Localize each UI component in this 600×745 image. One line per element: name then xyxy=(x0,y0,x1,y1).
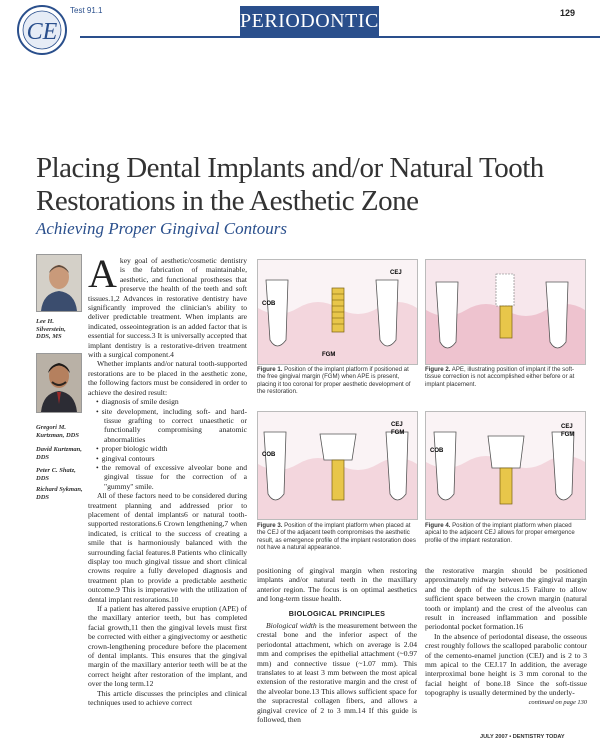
column-1 xyxy=(88,251,247,708)
ce-logo-letters: CE xyxy=(26,19,58,45)
paragraph: In the absence of periodontal disease, the osseous crest roughly follows the scalloped parabolic contour of the cemento-enamel junction (CEJ) and is 2 to 3 mm apical to the CEJ.17 In addition, the average interproximal bone height is 3 mm coronal to the facial height of bone.18 Since the soft-tissue topography is usually determined by the underly- xyxy=(425,631,587,698)
paragraph: If a patient has altered passive eruption (APE) of the maxillary anterior teeth, but has completed facial growth,11 then the gingival levels must first be corrected with either a gingivectomy or aesthetic crown-lengthening procedure before the placement of dental implants. This ensures that the gingival margin of the maxillary anterior teeth will be at the correct height after restoration of the implant, and over the long term.12 xyxy=(88,604,247,689)
list-item: • proper biologic width xyxy=(104,444,247,453)
paragraph: This article discusses the principles and clinical techniques used to achieve correct xyxy=(88,688,247,708)
figure-4-caption xyxy=(425,522,587,544)
fig3-tag-cej: CEJ xyxy=(391,422,403,428)
author-name-5: Richard Sykman, DDS xyxy=(36,486,83,501)
fig3-tag-cob: COB xyxy=(262,452,276,458)
column-2 xyxy=(257,566,417,725)
author-name-3: David Kurtzman, DDS xyxy=(36,446,82,461)
drop-cap: A xyxy=(88,251,117,296)
figure-3-text: Position of the implant platform when placed at the CEJ of the adjacent teeth compromises the aesthetic result, as emergence profile of the implant restoration does not have a natural appearance. xyxy=(257,522,416,551)
paragraph: positioning of gingival margin when restoring implants and/or natural teeth in the maxillary anterior region. The focus is on optimal aesthetics and long-term tissue health. xyxy=(257,566,417,604)
figure-2-text: APE, illustrating position of implant if the soft-tissue correction is not accomplished either before or at implant placement. xyxy=(425,366,575,388)
figure-2-caption xyxy=(425,366,587,388)
figure-4-text: Position of the implant platform when placed apical to the adjacent CEJ allows for proper emergence profile of the implant restoration. xyxy=(425,522,575,544)
figure-2-illustration xyxy=(425,259,586,365)
list-item: • gingival contours xyxy=(104,454,247,463)
section-title: PERIODONTICS xyxy=(240,6,379,36)
paragraph: the restorative margin should be positioned approximately midway between the gingival margin and the depth of the sulcus.15 Failure to allow sufficient space between the crown margin (natural tooth or implant) and the crest of the alveolus can result in increased inflammation and possible periodontal pocket formation.16 xyxy=(425,566,587,632)
author-photo-1 xyxy=(36,254,82,312)
figure-4-label: Figure 4. xyxy=(425,522,451,529)
fig1-tag-fgm: FGM xyxy=(322,352,336,358)
figure-1-text: Position of the implant platform if positioned at the free gingival margin (FGM) when APE is present, placing it too coronal for proper aesthetic development of the restoration. xyxy=(257,366,411,395)
fig4-tag-cej: CEJ xyxy=(561,424,573,430)
paragraph: Whether implants and/or natural tooth-supported restorations are to be placed in the aesthetic zone, the following factors must be considered in order to achieve the desired result: xyxy=(88,359,247,397)
list-item: • site development, including soft- and hard-tissue grafting to correct unaesthetic or functionally compromising anatomic abnormalities xyxy=(104,407,247,445)
list-item: • diagnosis of smile design xyxy=(104,397,247,406)
paragraph: is the measurement between the crestal bone and the inferior aspect of the periodontal attachment, which on average is 2.04 mm and comprises the epithelial attachment (~0.97 mm) and connective tissue (~1.07 mm). This translates to at least 3 mm between the most apical extension of the restorative margin and the crest of the alveolar bone.13 This allows sufficient space for the supracrestal collagen fibers, and allows a gingival crevice of 2 to 3 mm.14 If this guide is followed, then xyxy=(257,621,417,725)
article-title: Placing Dental Implants and/or Natural Tooth Restorations in the Aesthetic Zone xyxy=(36,152,544,217)
figure-1-illustration xyxy=(257,259,418,365)
figure-3-caption xyxy=(257,522,417,551)
fig1-tag-cej: CEJ xyxy=(390,270,402,276)
factor-list xyxy=(88,397,247,491)
test-number: Test 91.1 xyxy=(70,6,103,15)
author-name-1: Lee H. Silverstein, DDS, MS xyxy=(36,318,66,340)
footer: JULY 2007 • DENTISTRY TODAY xyxy=(480,734,565,740)
header-rule xyxy=(80,36,600,38)
author-photo-2 xyxy=(36,353,82,413)
paragraph: All of these factors need to be considered during treatment planning and addressed prior to placement of dental implants6 or natural tooth-supported restorations.6 Crown lengthening,7 when indicated, is critical to the success of creating a smile that is harmoniously balanced with the surrounding facial features.8 Patients who clinically display too much gingival tissue and short clinical crowns require a fully developed diagnosis and treatment plan to provide a predictable aesthetic outcome.9 This is imperative with the utilization of dental implant restorations.10 xyxy=(88,491,247,604)
figure-3-illustration xyxy=(257,411,418,520)
article-subtitle: Achieving Proper Gingival Contours xyxy=(36,219,288,238)
term-biological-width: Biological width xyxy=(266,621,317,631)
figure-1-caption xyxy=(257,366,417,395)
fig1-tag-cob: COB xyxy=(262,301,276,307)
fig3-tag-fgm: FGM xyxy=(391,430,405,436)
section-heading: BIOLOGICAL PRINCIPLES xyxy=(288,608,386,618)
fig4-tag-cob: COB xyxy=(430,448,444,454)
figure-2-label: Figure 2. xyxy=(425,366,451,373)
list-item: • the removal of excessive alveolar bone and gingival tissue for the correction of a "gummy" smile. xyxy=(104,463,247,491)
fig4-tag-fgm: FGM xyxy=(561,432,575,438)
figure-4-illustration xyxy=(425,411,586,520)
figure-3-label: Figure 3. xyxy=(257,522,283,529)
ce-logo xyxy=(14,0,70,58)
author-name-4: Peter C. Shatz, DDS xyxy=(36,467,76,482)
column-3 xyxy=(425,566,587,707)
figure-1-label: Figure 1. xyxy=(257,366,283,373)
author-name-2: Gregori M. Kurtzman, DDS xyxy=(36,424,79,439)
continued-note: continued on page 130 xyxy=(528,698,587,706)
page-number: 129 xyxy=(560,8,576,18)
intro-paragraph: key goal of aesthetic/cosmetic dentistry is the fabrication of maintainable, aesthetic, and functional prostheses that preserve the health of the teeth and soft tissues.1,2 Advances in restorative dentistry have significantly improved the clinician's ability to deliver predictable treatment. When implants are indicated, osseointegration is an added factor that is essential for success.3 It is universally accepted that implant dentistry is a restorative-driven treatment with a surgical component.4 xyxy=(88,256,247,360)
